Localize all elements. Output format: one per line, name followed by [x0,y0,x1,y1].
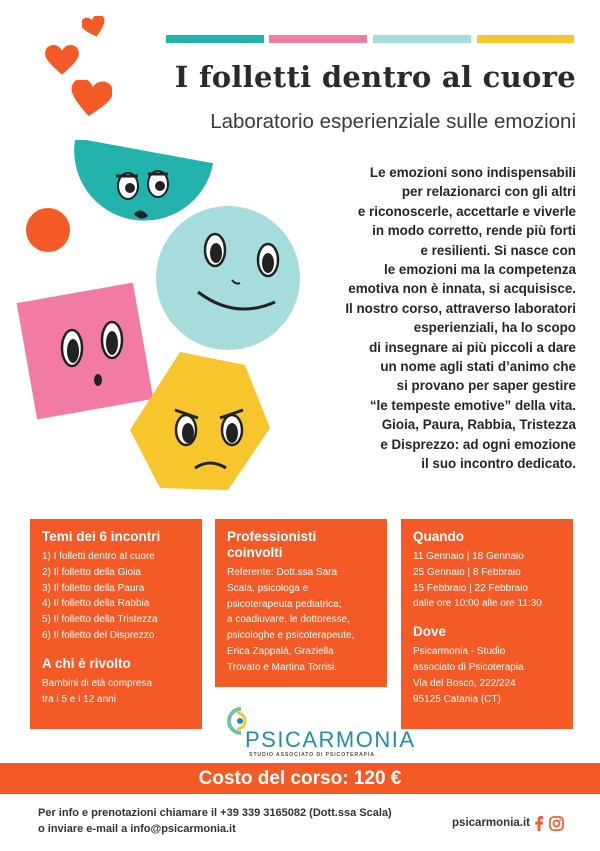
list-item: 5) Il folletto della Tristezza [42,614,158,626]
logo-tagline: STUDIO ASSOCIATO DI PSICOTERAPIA [249,752,375,758]
date-line: 25 Gennaio | 8 Febbraio [413,566,521,578]
psicarmonia-logo [215,697,416,759]
professionals-box [215,519,387,687]
address-line: Psicarmonia - Studio [413,646,506,658]
emotion-shapes-illustration [0,140,340,505]
professionals-line: Erica Zappalà, Graziella [227,645,334,657]
instagram-icon[interactable] [549,816,564,831]
cost-banner: Costo del corso: 120 € [0,763,600,794]
date-line: 15 Febbraio | 22 Febbraio [413,582,528,594]
when-where-box [401,519,573,729]
list-item: 3) Il folletto della Paura [42,582,145,594]
pink-square-face [17,283,154,420]
address-line: 95125 Catania (CT) [413,693,501,705]
stripe-teal [166,35,264,43]
page-title: I folletti dentro al cuore [174,60,576,94]
list-item: 2) Il folletto della Gioia [42,566,141,578]
list-item: 1) I folletti dentro al cuore [42,551,155,562]
audience-line: Bambini di età compresa [42,677,153,689]
contact-phone-line: Per info e prenotazioni chiamare il +39 339 3165082 (Dott.ssa Scala) [38,807,392,819]
themes-heading: Temi dei 6 incontri [42,529,161,544]
contact-email-line[interactable]: o inviare e-mail a info@psicarmonia.it [38,823,236,835]
professionals-line: psicoterapeuta pediatrica; [227,598,342,610]
professionals-line: Trovato e Martina Torrisi. [227,661,338,673]
logo-name: PSICARMONIA [245,727,416,752]
audience-line: tra i 5 e i 12 anni [42,693,116,705]
heart-icon [70,80,112,118]
themes-list [42,549,190,644]
heart-icon [82,16,106,38]
professionals-line: a coadiuvare, le dottoresse, [227,614,350,626]
time-line: dalle ore 10:00 alle ore 11:30 [413,598,542,610]
professionals-line: Scala, psicologa e [227,582,309,594]
address-line: associato di Psicoterapia [413,661,524,673]
professionals-line: psicologhe e psicoterapeute, [227,630,355,642]
audience-heading: A chi è rivolto [42,655,131,671]
facebook-icon[interactable] [532,816,547,831]
address-line: Via del Bosco, 222/224 [413,677,516,689]
professionals-line: Referente: Dott.ssa Sara [227,567,338,578]
where-heading: Dove [413,624,447,640]
date-line: 11 Gennaio | 18 Gennaio [413,551,524,562]
page-subtitle: Laboratorio esperienziale sulle emozioni [210,110,576,133]
orange-circle [26,208,70,252]
heart-icon [45,45,79,76]
list-item: 6) Il folletto del Disprezzo [42,629,155,641]
light-teal-circle-face [156,206,300,350]
professionals-heading: Professionisti coinvolti [227,529,317,560]
yellow-hexagon-face [130,352,270,490]
website-link[interactable]: psicarmonia.it [452,817,530,829]
intro-paragraph: Le emozioni sono indispensabili per relazionarci con gli altri e riconoscerle, accettarle e viverle in modo corretto, rende più forti e resilienti. Si nasce con le emozioni ma la competenza emotiva non è innata, si acquisisce. Il nostro corso, attraverso laboratori esperienziali, ha lo scopo di insegnare ai più piccoli a dare un nome agli stati d’animo che si provano per saper gestire “le tempeste emotive” della vita. Gioia, Paura, Rabbia, Tristezza e Disprezzo: ad ogni emozione il suo incontro dedicato. [345,165,576,472]
footer-contact [38,805,392,837]
stripe-light-teal [373,35,471,43]
when-heading: Quando [413,529,464,544]
themes-box [30,519,202,729]
stripe-pink [269,35,367,43]
list-item: 4) Il folletto della Rabbia [42,598,150,610]
stripe-yellow [477,35,574,43]
